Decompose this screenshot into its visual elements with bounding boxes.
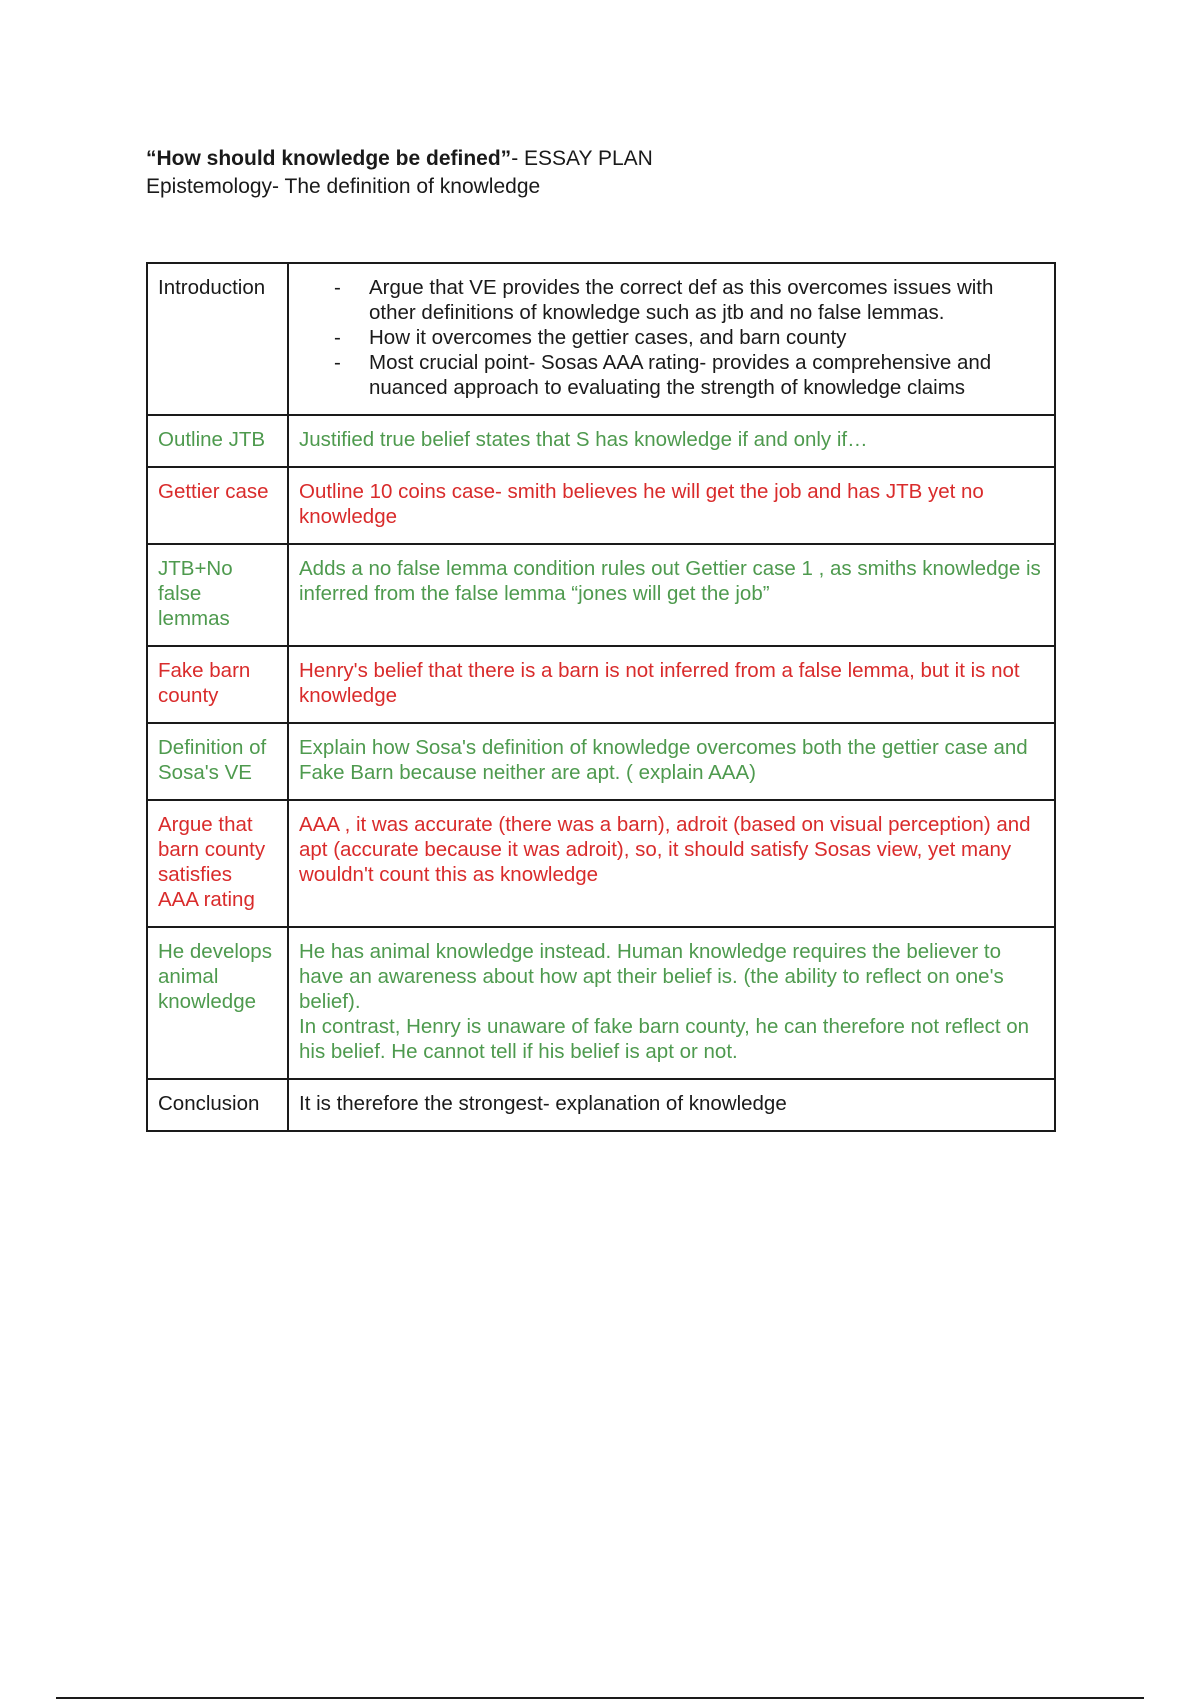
table-row-outline-jtb — [147, 415, 1055, 467]
content-paragraph: In contrast, Henry is unaware of fake barn county, he can therefore not reflect on his belief. He cannot tell if his belief is apt or not. — [299, 1015, 1030, 1063]
table-row-animal-knowledge — [147, 927, 1055, 1079]
table-row-aaa-rating — [147, 800, 1055, 927]
list-item: - Argue that VE provides the correct def as this overcomes issues with other definitions of knowledge such as jtb and no false lemmas. — [369, 275, 1044, 325]
row-content: It is therefore the strongest- explanation of knowledge — [288, 1079, 1055, 1131]
table-row-fake-barn-county — [147, 646, 1055, 723]
row-label: JTB+No false lemmas — [147, 544, 288, 646]
title-suffix: - ESSAY PLAN — [511, 147, 653, 170]
row-content: AAA , it was accurate (there was a barn), adroit (based on visual perception) and apt (accurate because it was adroit), so, it should satisfy Sosas view, yet many wouldn't count this as knowledge — [288, 800, 1055, 927]
page-subtitle: Epistemology- The definition of knowledge — [146, 175, 541, 198]
intro-bullet-list — [299, 275, 1044, 400]
row-label: Definition of Sosa's VE — [147, 723, 288, 800]
list-item: - Most crucial point- Sosas AAA rating- provides a comprehensive and nuanced approach to evaluating the strength of knowledge claims — [369, 350, 1044, 400]
row-label: Gettier case — [147, 467, 288, 544]
table-row-sosa-ve — [147, 723, 1055, 800]
table-row-gettier-case — [147, 467, 1055, 544]
page-bottom-rule — [56, 1697, 1144, 1699]
table-row-conclusion — [147, 1079, 1055, 1131]
row-content: Adds a no false lemma condition rules out Gettier case 1 , as smiths knowledge is inferred from the false lemma “jones will get the job” — [288, 544, 1055, 646]
essay-plan-table — [146, 262, 1056, 1132]
row-label: Argue that barn county satisfies AAA rating — [147, 800, 288, 927]
row-content — [288, 263, 1055, 415]
row-content: Outline 10 coins case- smith believes he will get the job and has JTB yet no knowledge — [288, 467, 1055, 544]
row-content: Justified true belief states that S has knowledge if and only if… — [288, 415, 1055, 467]
row-content — [288, 927, 1055, 1079]
table-row-no-false-lemmas — [147, 544, 1055, 646]
row-label: Conclusion — [147, 1079, 288, 1131]
row-label: He develops animal knowledge — [147, 927, 288, 1079]
row-label: Fake barn county — [147, 646, 288, 723]
row-label: Introduction — [147, 263, 288, 415]
title-question: “How should knowledge be defined” — [146, 147, 512, 170]
list-item: - How it overcomes the gettier cases, and barn county — [369, 325, 1044, 350]
row-content: Explain how Sosa's definition of knowledge overcomes both the gettier case and Fake Barn because neither are apt. ( explain AAA) — [288, 723, 1055, 800]
table-row-introduction — [147, 263, 1055, 415]
content-paragraph: He has animal knowledge instead. Human knowledge requires the believer to have an awareness about how apt their belief is. (the ability to reflect on one's belief). — [299, 940, 1004, 1013]
row-content: Henry's belief that there is a barn is not inferred from a false lemma, but it is not knowledge — [288, 646, 1055, 723]
page-header — [146, 145, 1066, 201]
page-title — [146, 145, 1066, 173]
row-label: Outline JTB — [147, 415, 288, 467]
